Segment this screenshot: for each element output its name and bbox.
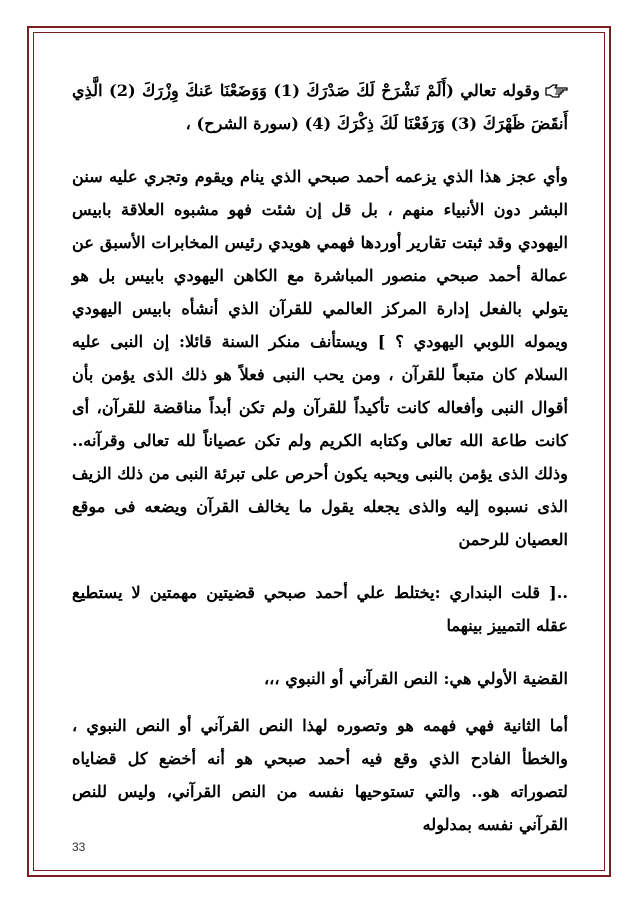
page-number: 33 <box>72 840 86 854</box>
author-comment-paragraph: ..[ قلت البنداري :يختلط علي أحمد صبحي قضيتين مهمتين لا يستطيع عقله التمييز بينهما <box>72 583 568 635</box>
first-issue-paragraph: القضية الأولي هي: النص القرآني أو النبوي ،،، <box>263 669 568 688</box>
pointing-hand-icon <box>544 76 568 92</box>
paragraph-text: وقوله تعالي (أَلَمْ نَشْرَحْ لَكَ صَدْرَكَ (1) وَوَضَعْنَا عَنكَ وِزْرَكَ (2) الَّذِي أَنقَضَ ظَهْرَكَ (3) وَرَفَعْنَا لَكَ ذِكْرَكَ (4) (سورة الشرح) ، <box>72 81 568 133</box>
second-issue-paragraph: أما الثانية فهي فهمه هو وتصوره لهذا النص القرآني أو النص النبوي ، والخطأ الفادح الذي وقع فيه أحمد صبحي هو أنه أخضع كل قضاياه لتصوراته هو.. والتي تستوحيها نفسه من النص القرآني، وليس للنص القرآني نفسه بمدلوله <box>72 716 568 834</box>
main-argument-paragraph: وأي عجز هذا الذي يزعمه أحمد صبحي الذي ينام ويقوم وتجري عليه سنن البشر دون الأنبياء منهم ، بل قل إن شئت فهو مشبوه العلاقة بابيس اليهودي وقد ثبتت تقارير أوردها فهمي هويدي رئيس المخابرات الأسبق عن عمالة أحمد صبحي منصور المباشرة مع الكاهن اليهودي بابيس بل هو يتولي بالفعل إدارة المركز العالمي للقرآن الذي أنشأه بابيس اليهودي ويموله اللوبي اليهودي ؟ ] ويستأنف منكر السنة قائلا: إن النبى عليه السلام كان متبعاً للقرآن ، ومن يحب النبى فعلاً هو ذلك الذى يؤمن بأن أقوال النبى وأفعاله كانت تأكيداً للقرآن ولم تكن أبداً مناقضة للقرآن، أى كانت طاعة الله تعالى وكتابه الكريم ولم تكن عصياناً لله تعالى وقرآنه.. وذلك الذى يؤمن بالنبى ويحبه يكون أحرص على تبرئة النبى من ذلك الزيف الذى نسبوه إليه والذى يجعله يقول ما يخالف القرآن ويضعه فى موقع العصيان للرحمن <box>72 167 568 549</box>
quran-quote-paragraph <box>72 74 568 140</box>
document-body <box>72 74 568 841</box>
